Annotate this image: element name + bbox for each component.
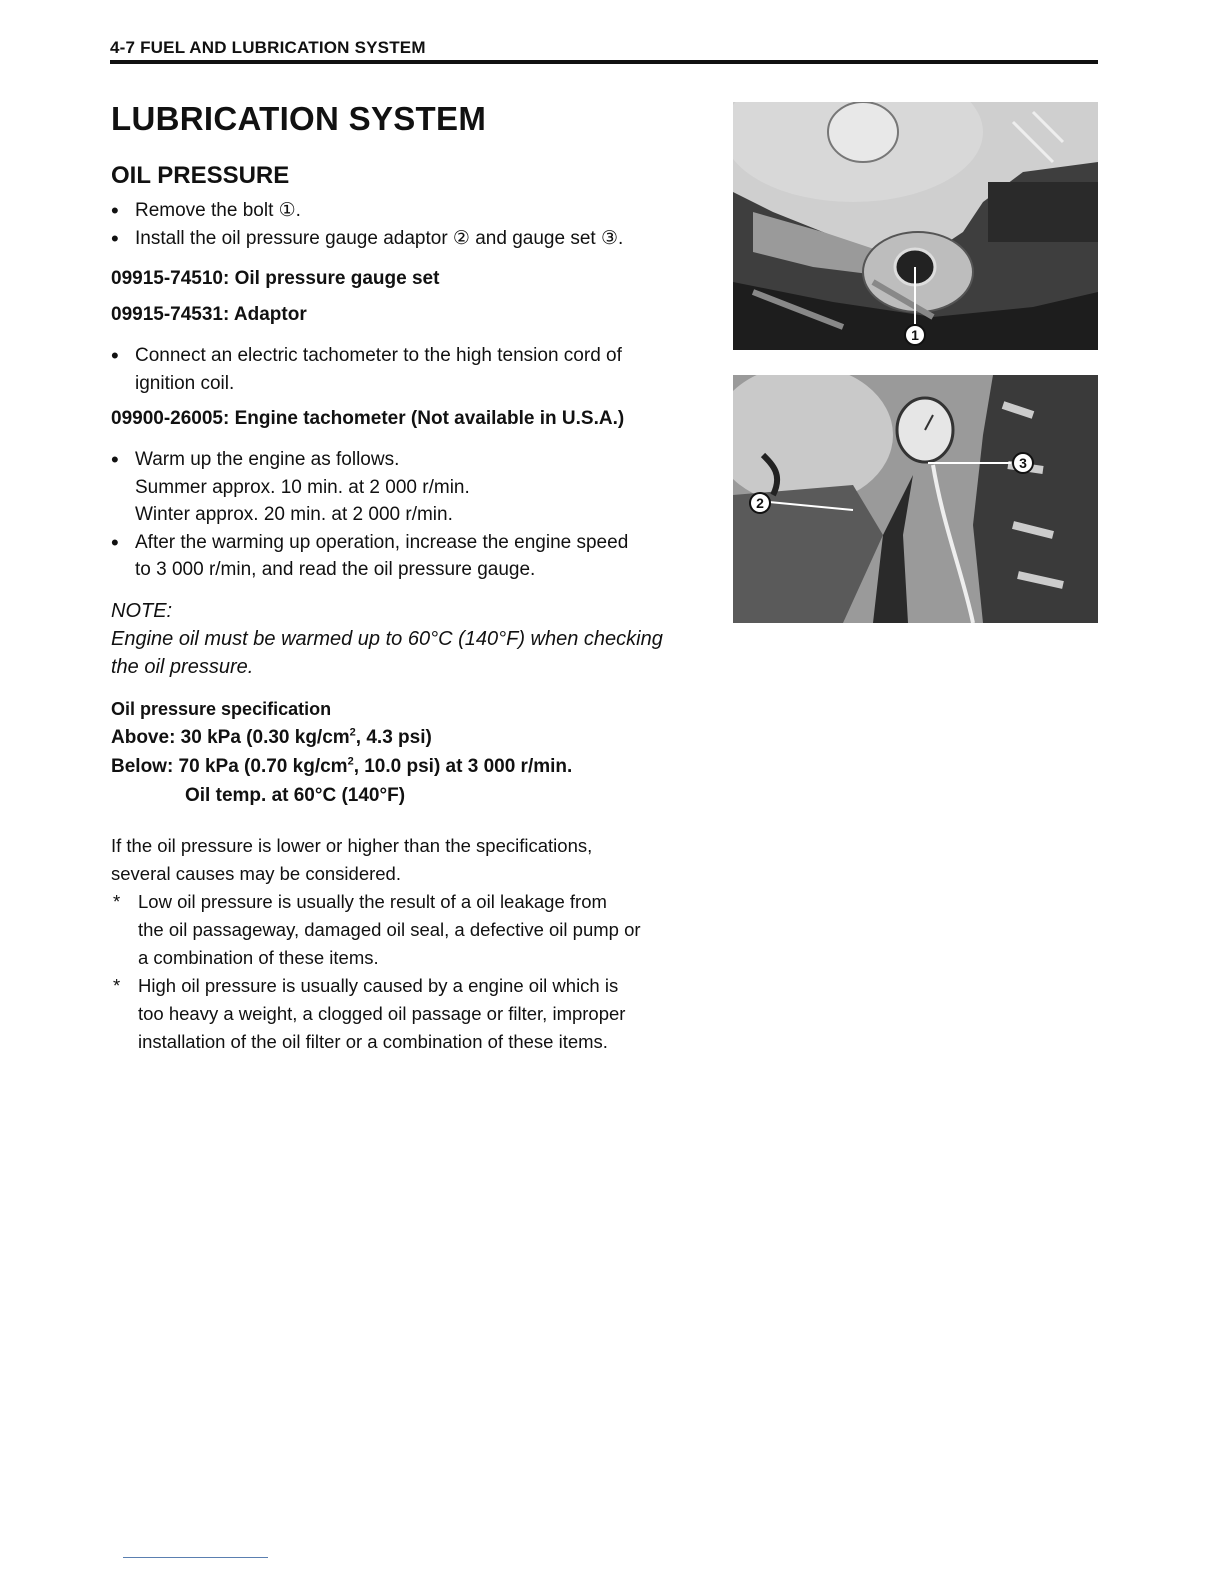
step-item (111, 342, 701, 397)
para-line: If the oil pressure is lower or higher than the specifications, (111, 834, 593, 856)
running-header: 4-7 FUEL AND LUBRICATION SYSTEM (110, 38, 426, 57)
causes-list (111, 888, 701, 1056)
step-line: • After the warming up operation, increase the engine speed (135, 531, 629, 553)
tool-number: 09915-74531: Adaptor (111, 304, 307, 325)
step-item (111, 446, 701, 529)
tool-number: 09915-74510: Oil pressure gauge set (111, 268, 440, 289)
section-title: LUBRICATION SYSTEM (111, 100, 487, 137)
step-line: ignition coil. (135, 372, 235, 394)
callout-1: 1 (904, 324, 926, 346)
step-line: • Warm up the engine as follows. (135, 449, 400, 470)
step-line: to 3 000 r/min, and read the oil pressure gauge. (135, 559, 536, 580)
step-list-1 (111, 197, 701, 252)
spec-temp: Oil temp. at 60°C (140°F) (185, 784, 406, 806)
engine-case-illustration (733, 102, 1098, 350)
note-line: the oil pressure. (111, 655, 254, 678)
cause-item: * High oil pressure is usually caused by a engine oil which is too heavy a weight, a clogged oil passage or filter, improper installation of the oil filter or a combination of these items. (111, 972, 701, 1056)
step-list-2 (111, 342, 701, 397)
subsection-title: OIL PRESSURE (111, 162, 290, 189)
spec-title: Oil pressure specification (111, 698, 332, 719)
callout-3: 3 (1012, 452, 1034, 474)
step-item: • Remove the bolt ①. (111, 197, 701, 225)
step-line: Summer approx. 10 min. at 2 000 r/min. (135, 476, 470, 498)
para-line: several causes may be considered. (111, 862, 401, 884)
step-line: • Connect an electric tachometer to the high tension cord of (135, 345, 622, 366)
step-line: Winter approx. 20 min. at 2 000 r/min. (135, 504, 453, 525)
bottom-rule (123, 1557, 268, 1558)
gauge-illustration (733, 375, 1098, 623)
text-column (111, 95, 701, 1056)
figure-gauge-photo (733, 375, 1098, 623)
spec-above: Above: 30 kPa (0.30 $kg/cm^2$, 4.3 psi) (111, 726, 432, 748)
step-item (111, 529, 701, 584)
spec-block (111, 695, 701, 810)
spec-below: Below: 70 kPa (0.70 $kg/cm^2$, 10.0 psi) at 3 000 r/min. (111, 755, 573, 777)
figure-bolt-photo (733, 102, 1098, 350)
cause-item: * Low oil pressure is usually the result of a oil leakage from the oil passageway, damaged oil seal, a defective oil pump or a combination of these items. (111, 888, 701, 972)
note-line: Engine oil must be warmed up to 60°C (140°F) when checking (111, 627, 663, 650)
tool-number: 09900-26005: Engine tachometer (Not available in U.S.A.) (111, 408, 625, 429)
note-block (111, 597, 701, 681)
step-item: • Install the oil pressure gauge adaptor ② and gauge set ③. (111, 225, 701, 253)
callout-2: 2 (749, 492, 771, 514)
causes-block (111, 832, 701, 1056)
note-label: NOTE: (111, 599, 173, 622)
header-rule (110, 60, 1098, 64)
step-list-3 (111, 446, 701, 584)
